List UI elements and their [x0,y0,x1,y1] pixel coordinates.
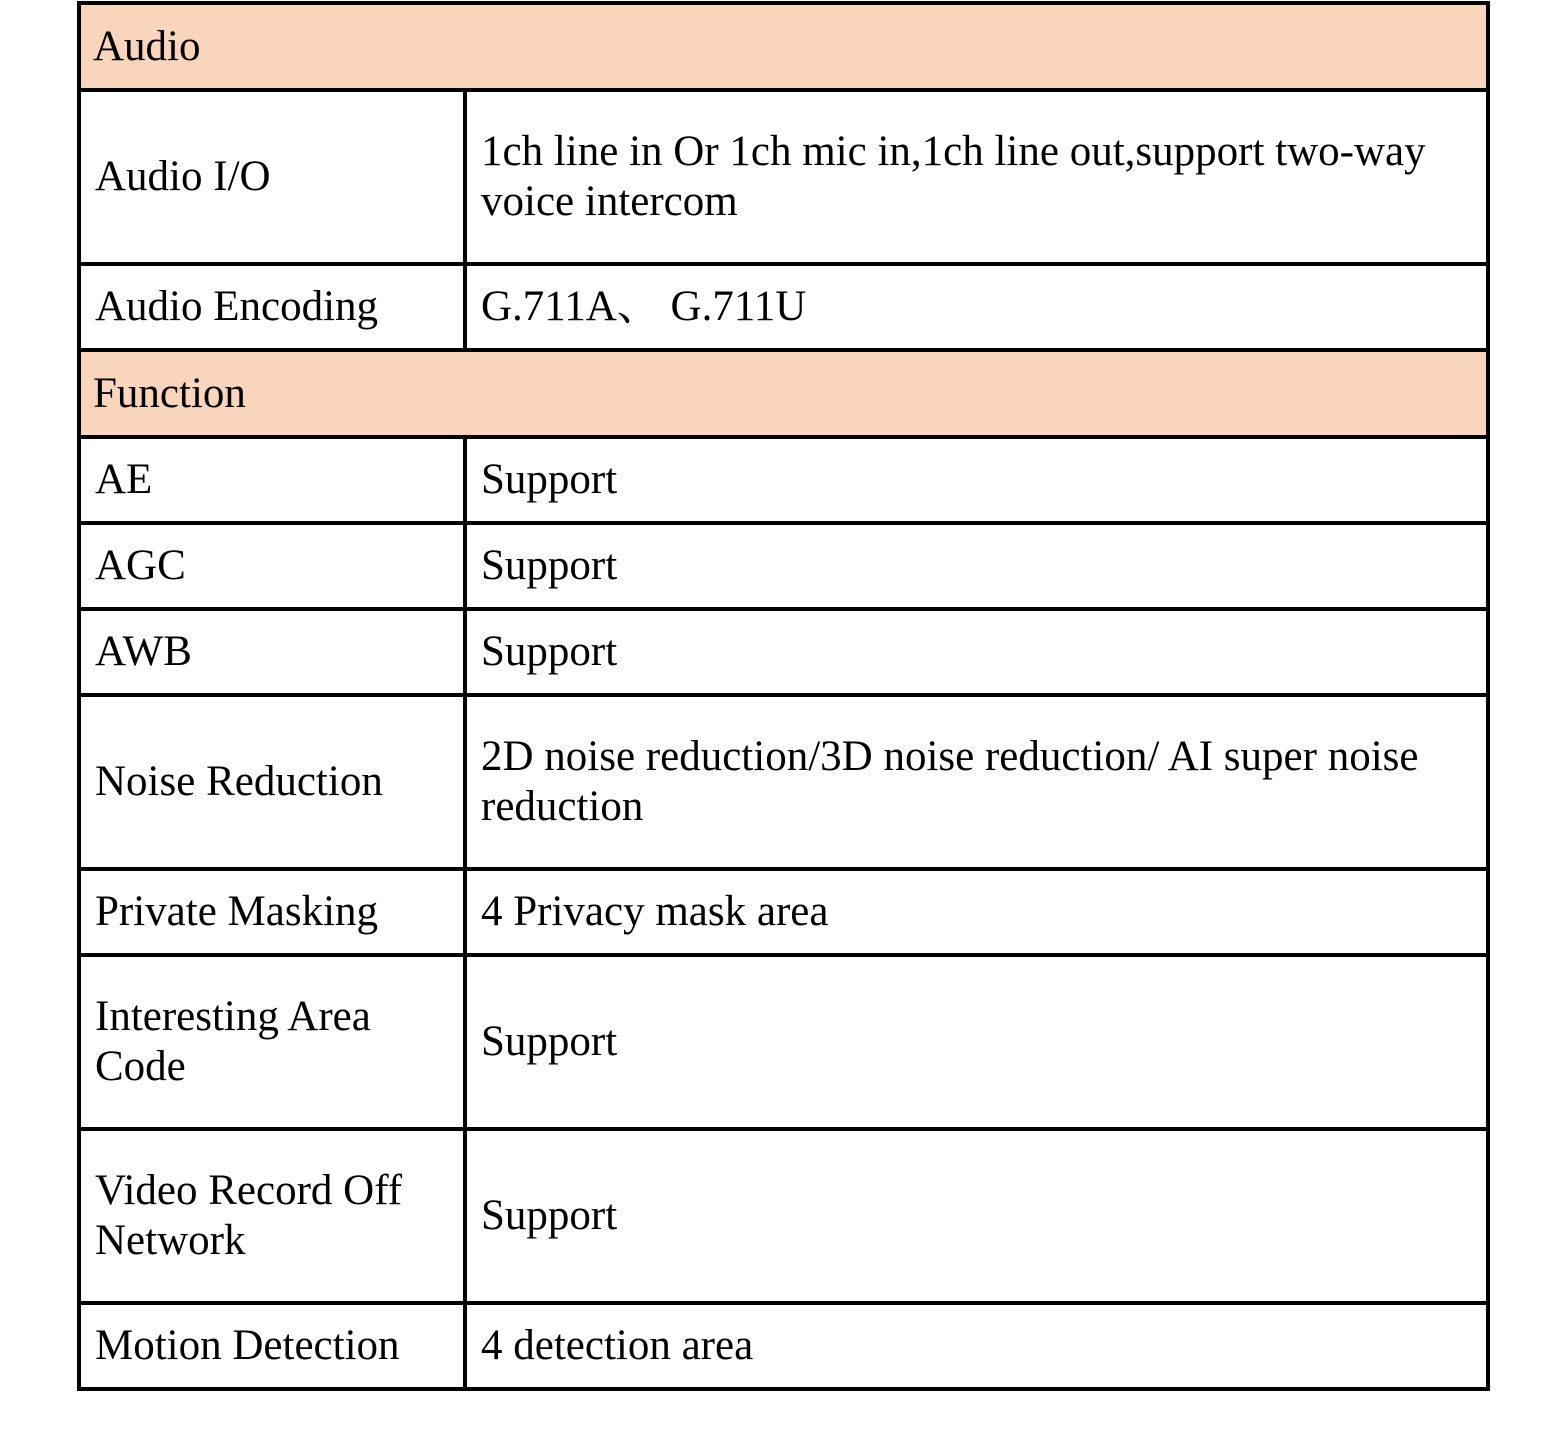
spec-value: Support [465,1129,1488,1303]
spec-value: 2D noise reduction/3D noise reduction/ AI super noise reduction [465,695,1488,869]
spec-label: Motion Detection [79,1303,465,1389]
spec-value: G.711A、 G.711U [465,264,1488,350]
spec-label: Audio I/O [79,90,465,264]
spec-row [79,869,1488,955]
spec-label: Video Record Off Network [79,1129,465,1303]
section-title: Audio [79,3,1488,90]
spec-row [79,609,1488,695]
spec-row [79,264,1488,350]
spec-label: Interesting Area Code [79,955,465,1129]
spec-label: Noise Reduction [79,695,465,869]
spec-label: AGC [79,523,465,609]
spec-value: Support [465,523,1488,609]
section-title: Function [79,350,1488,437]
spec-table [77,1,1490,1391]
spec-label: Private Masking [79,869,465,955]
spec-row [79,695,1488,869]
section-header-audio [79,3,1488,90]
spec-label: Audio Encoding [79,264,465,350]
spec-value: Support [465,437,1488,523]
spec-value: 4 Privacy mask area [465,869,1488,955]
spec-row [79,1303,1488,1389]
spec-value: Support [465,955,1488,1129]
spec-label: AE [79,437,465,523]
spec-value: Support [465,609,1488,695]
spec-value: 4 detection area [465,1303,1488,1389]
spec-label: AWB [79,609,465,695]
spec-row [79,523,1488,609]
spec-row [79,437,1488,523]
spec-row [79,1129,1488,1303]
spec-row [79,955,1488,1129]
spec-value: 1ch line in Or 1ch mic in,1ch line out,support two-way voice intercom [465,90,1488,264]
section-header-function [79,350,1488,437]
spec-row [79,90,1488,264]
